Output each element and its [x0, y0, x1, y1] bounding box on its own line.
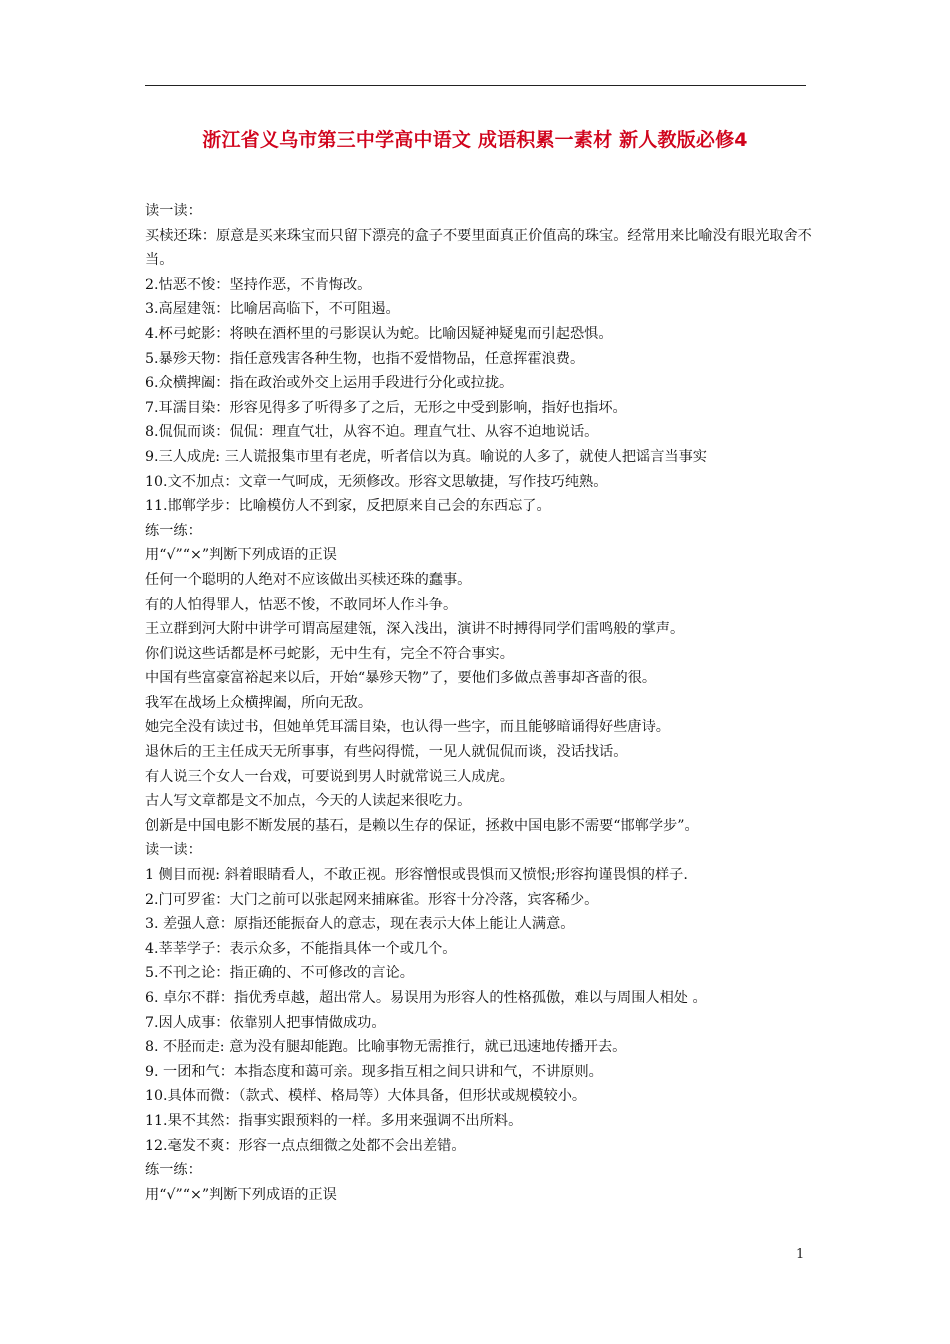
text-line: 练一练：	[145, 1162, 202, 1179]
text-line: 6. 卓尔不群：指优秀卓越，超出常人。易误用为形容人的性格孤傲，难以与周围人相处 。	[145, 990, 707, 1006]
text-line: 3. 差强人意：原指还能振奋人的意志，现在表示大体上能让人满意。	[145, 916, 575, 933]
text-line: 2.怙恶不悛：坚持作恶，不肯悔改。	[145, 276, 372, 293]
text-line: 王立群到河大附中讲学可谓高屋建瓴，深入浅出，演讲不时搏得同学们雷鸣般的掌声。	[145, 621, 685, 638]
text-line: 练一练：	[145, 522, 202, 539]
text-line: 你们说这些话都是杯弓蛇影，无中生有，完全不符合事实。	[145, 645, 514, 662]
text-line: 用“√”“×”判断下列成语的正误	[145, 547, 337, 564]
text-line: 11.果不其然：指事实跟预料的一样。多用来强调不出所料。	[145, 1112, 523, 1129]
text-line: 读一读：	[145, 842, 202, 859]
text-line: 读一读：	[145, 203, 202, 219]
text-line: 我军在战场上众横捭阖，所向无敌。	[145, 694, 373, 711]
text-line: 用“√”“×”判断下列成语的正误	[145, 1186, 337, 1203]
header-rule	[145, 85, 806, 86]
text-line: 1 侧目而视: 斜着眼睛看人，不敢正视。形容憎恨或畏惧而又愤恨;形容拘谨畏惧的样子.	[145, 867, 688, 884]
document-title: 浙江省义乌市第三中学高中语文 成语积累一素材 新人教版必修4	[202, 129, 748, 151]
text-line: 12.毫发不爽：形容一点点细微之处都不会出差错。	[145, 1137, 466, 1154]
text-line: 买椟还珠：原意是买来珠宝而只留下漂亮的盒子不要里面真正价值高的珠宝。经常用来比喻没有眼光取舍不当。	[145, 227, 812, 269]
text-line: 5.不刊之论：指正确的、不可修改的言论。	[145, 965, 414, 982]
text-line: 古人写文章都是文不加点，今天的人读起来很吃力。	[145, 793, 472, 810]
text-line: 10.具体而微：（款式、模样、格局等）大体具备，但形状或规模较小。	[145, 1088, 587, 1105]
text-line: 11.邯郸学步：比喻模仿人不到家，反把原来自己会的东西忘了。	[145, 498, 551, 515]
text-line: 3.高屋建瓴：比喻居高临下，不可阻遏。	[145, 301, 400, 318]
text-line: 7.耳濡目染：形容见得多了听得多了之后，无形之中受到影响，指好也指坏。	[145, 399, 627, 416]
text-line: 有人说三个女人一台戏，可要说到男人时就常说三人成虎。	[145, 768, 514, 785]
text-line: 有的人怕得罪人，怙恶不悛，不敢同坏人作斗争。	[145, 596, 458, 613]
page-number: 1	[796, 1247, 805, 1262]
text-line: 4.杯弓蛇影：将映在酒杯里的弓影误认为蛇。比喻因疑神疑鬼而引起恐惧。	[145, 325, 613, 342]
text-line: 7.因人成事：依靠别人把事情做成功。	[145, 1014, 386, 1031]
text-line: 创新是中国电影不断发展的基石，是赖以生存的保证，拯救中国电影不需要“邯郸学步”。	[145, 817, 699, 834]
text-line: 她完全没有读过书，但她单凭耳濡目染，也认得一些字，而且能够暗诵得好些唐诗。	[145, 719, 670, 736]
text-line: 5.暴殄天物：指任意残害各种生物，也指不爱惜物品，任意挥霍浪费。	[145, 350, 585, 367]
text-line: 任何一个聪明的人绝对不应该做出买椟还珠的蠢事。	[145, 571, 472, 588]
text-line: 2.门可罗雀：大门之前可以张起网来捕麻雀。形容十分冷落，宾客稀少。	[145, 891, 599, 908]
text-line: 8. 不胫而走: 意为没有腿却能跑。比喻事物无需推行，就已迅速地传播开去。	[145, 1039, 627, 1056]
text-line: 10.文不加点：文章一气呵成，无须修改。形容文思敏捷，写作技巧纯熟。	[145, 473, 608, 490]
document-body	[145, 199, 813, 1207]
text-line: 中国有些富豪富裕起来以后，开始“暴殄天物”了，要他们多做点善事却吝啬的很。	[145, 670, 657, 687]
text-line: 4.莘莘学子：表示众多，不能指具体一个或几个。	[145, 940, 457, 957]
text-line: 6.众横捭阖：指在政治或外交上运用手段进行分化或拉拢。	[145, 375, 514, 392]
text-line: 9.三人成虎: 三人谎报集市里有老虎，听者信以为真。喻说的人多了，就使人把谣言当事实	[145, 448, 707, 465]
text-line: 9. 一团和气：本指态度和蔼可亲。现多指互相之间只讲和气，不讲原则。	[145, 1063, 603, 1080]
text-line: 8.侃侃而谈：侃侃：理直气壮，从容不迫。理直气壮、从容不迫地说话。	[145, 424, 599, 441]
text-line: 退休后的王主任成天无所事事，有些闷得慌，一见人就侃侃而谈，没话找话。	[145, 744, 628, 761]
